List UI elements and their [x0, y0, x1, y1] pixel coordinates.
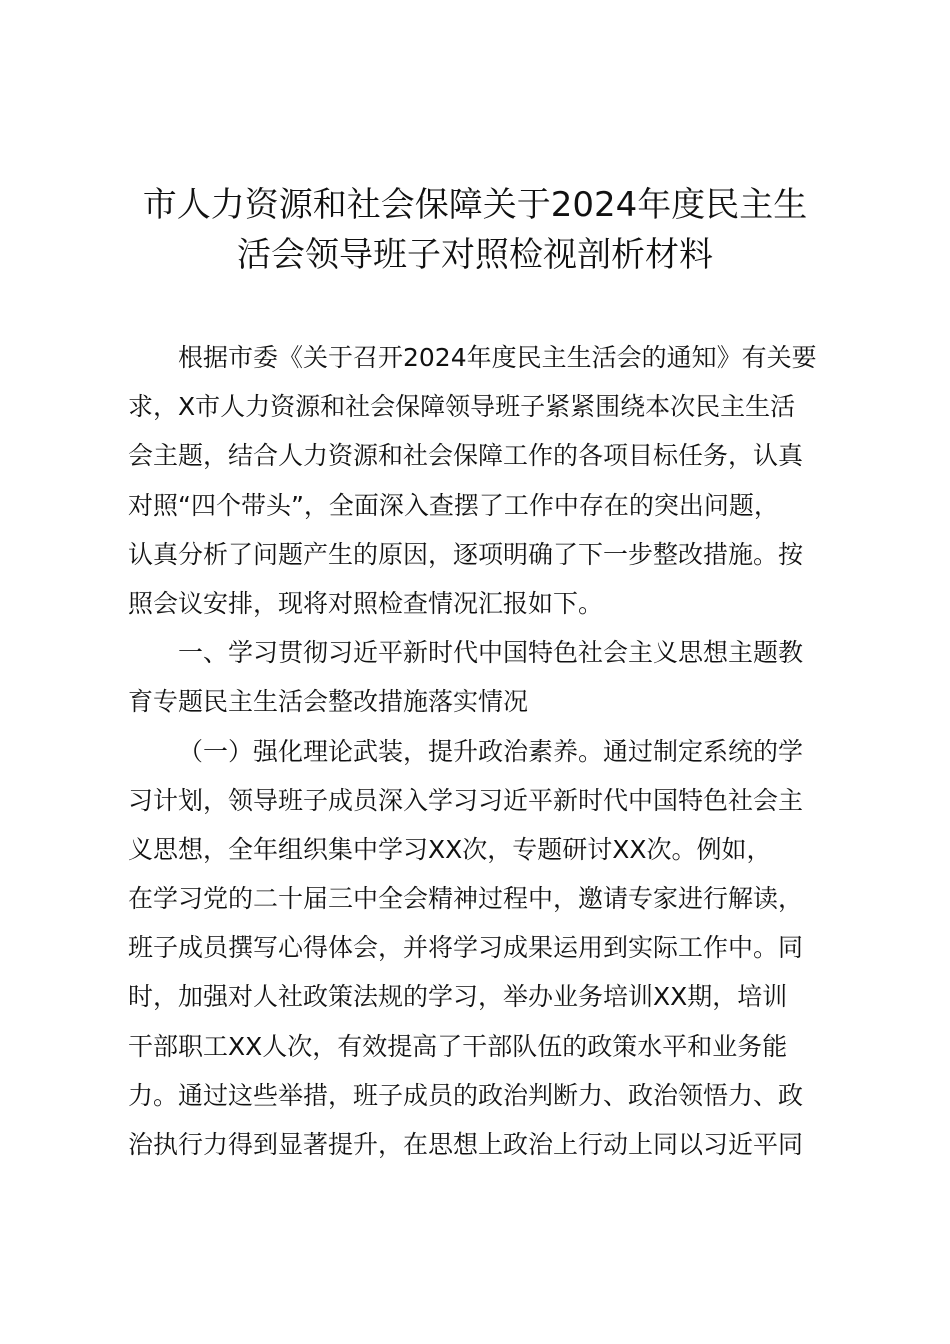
title-line-1: 市人力资源和社会保障关于2024年度民主生 — [142, 185, 808, 225]
body-line: 习计划，领导班子成员深入学习习近平新时代中国特色社会主 — [128, 785, 804, 815]
body-line: 认真分析了问题产生的原因，逐项明确了下一步整改措施。按 — [128, 539, 804, 569]
document-title — [100, 180, 850, 280]
body-line: 育专题民主生活会整改措施落实情况 — [128, 687, 529, 717]
body-line: 会主题，结合人力资源和社会保障工作的各项目标任务，认真 — [128, 441, 804, 471]
title-line-2: 活会领导班子对照检视剖析材料 — [237, 235, 713, 275]
body-line: （一）强化理论武装，提升政治素养。通过制定系统的学 — [178, 736, 804, 766]
body-line: 义思想，全年组织集中学习XX次，专题研讨XX次。例如， — [128, 834, 772, 864]
body-line: 照会议安排，现将对照检查情况汇报如下。 — [128, 588, 604, 618]
body-line: 干部职工XX人次，有效提高了干部队伍的政策水平和业务能 — [128, 1031, 788, 1061]
body-line: 力。通过这些举措，班子成员的政治判断力、政治领悟力、政 — [128, 1080, 804, 1110]
document-body — [128, 333, 848, 1169]
body-line: 治执行力得到显著提升，在思想上政治上行动上同以习近平同 — [128, 1130, 804, 1159]
body-line: 一、学习贯彻习近平新时代中国特色社会主义思想主题教 — [178, 638, 804, 668]
body-line: 对照“四个带头”，全面深入查摆了工作中存在的突出问题， — [128, 490, 779, 520]
body-line: 在学习党的二十届三中全会精神过程中，邀请专家进行解读， — [128, 884, 804, 914]
body-line: 求，X市人力资源和社会保障领导班子紧紧围绕本次民主生活 — [128, 392, 796, 422]
body-line: 时，加强对人社政策法规的学习，举办业务培训XX期，培训 — [128, 982, 788, 1012]
body-line: 根据市委《关于召开2024年度民主生活会的通知》有关要 — [178, 343, 817, 372]
body-line: 班子成员撰写心得体会，并将学习成果运用到实际工作中。同 — [128, 933, 804, 963]
